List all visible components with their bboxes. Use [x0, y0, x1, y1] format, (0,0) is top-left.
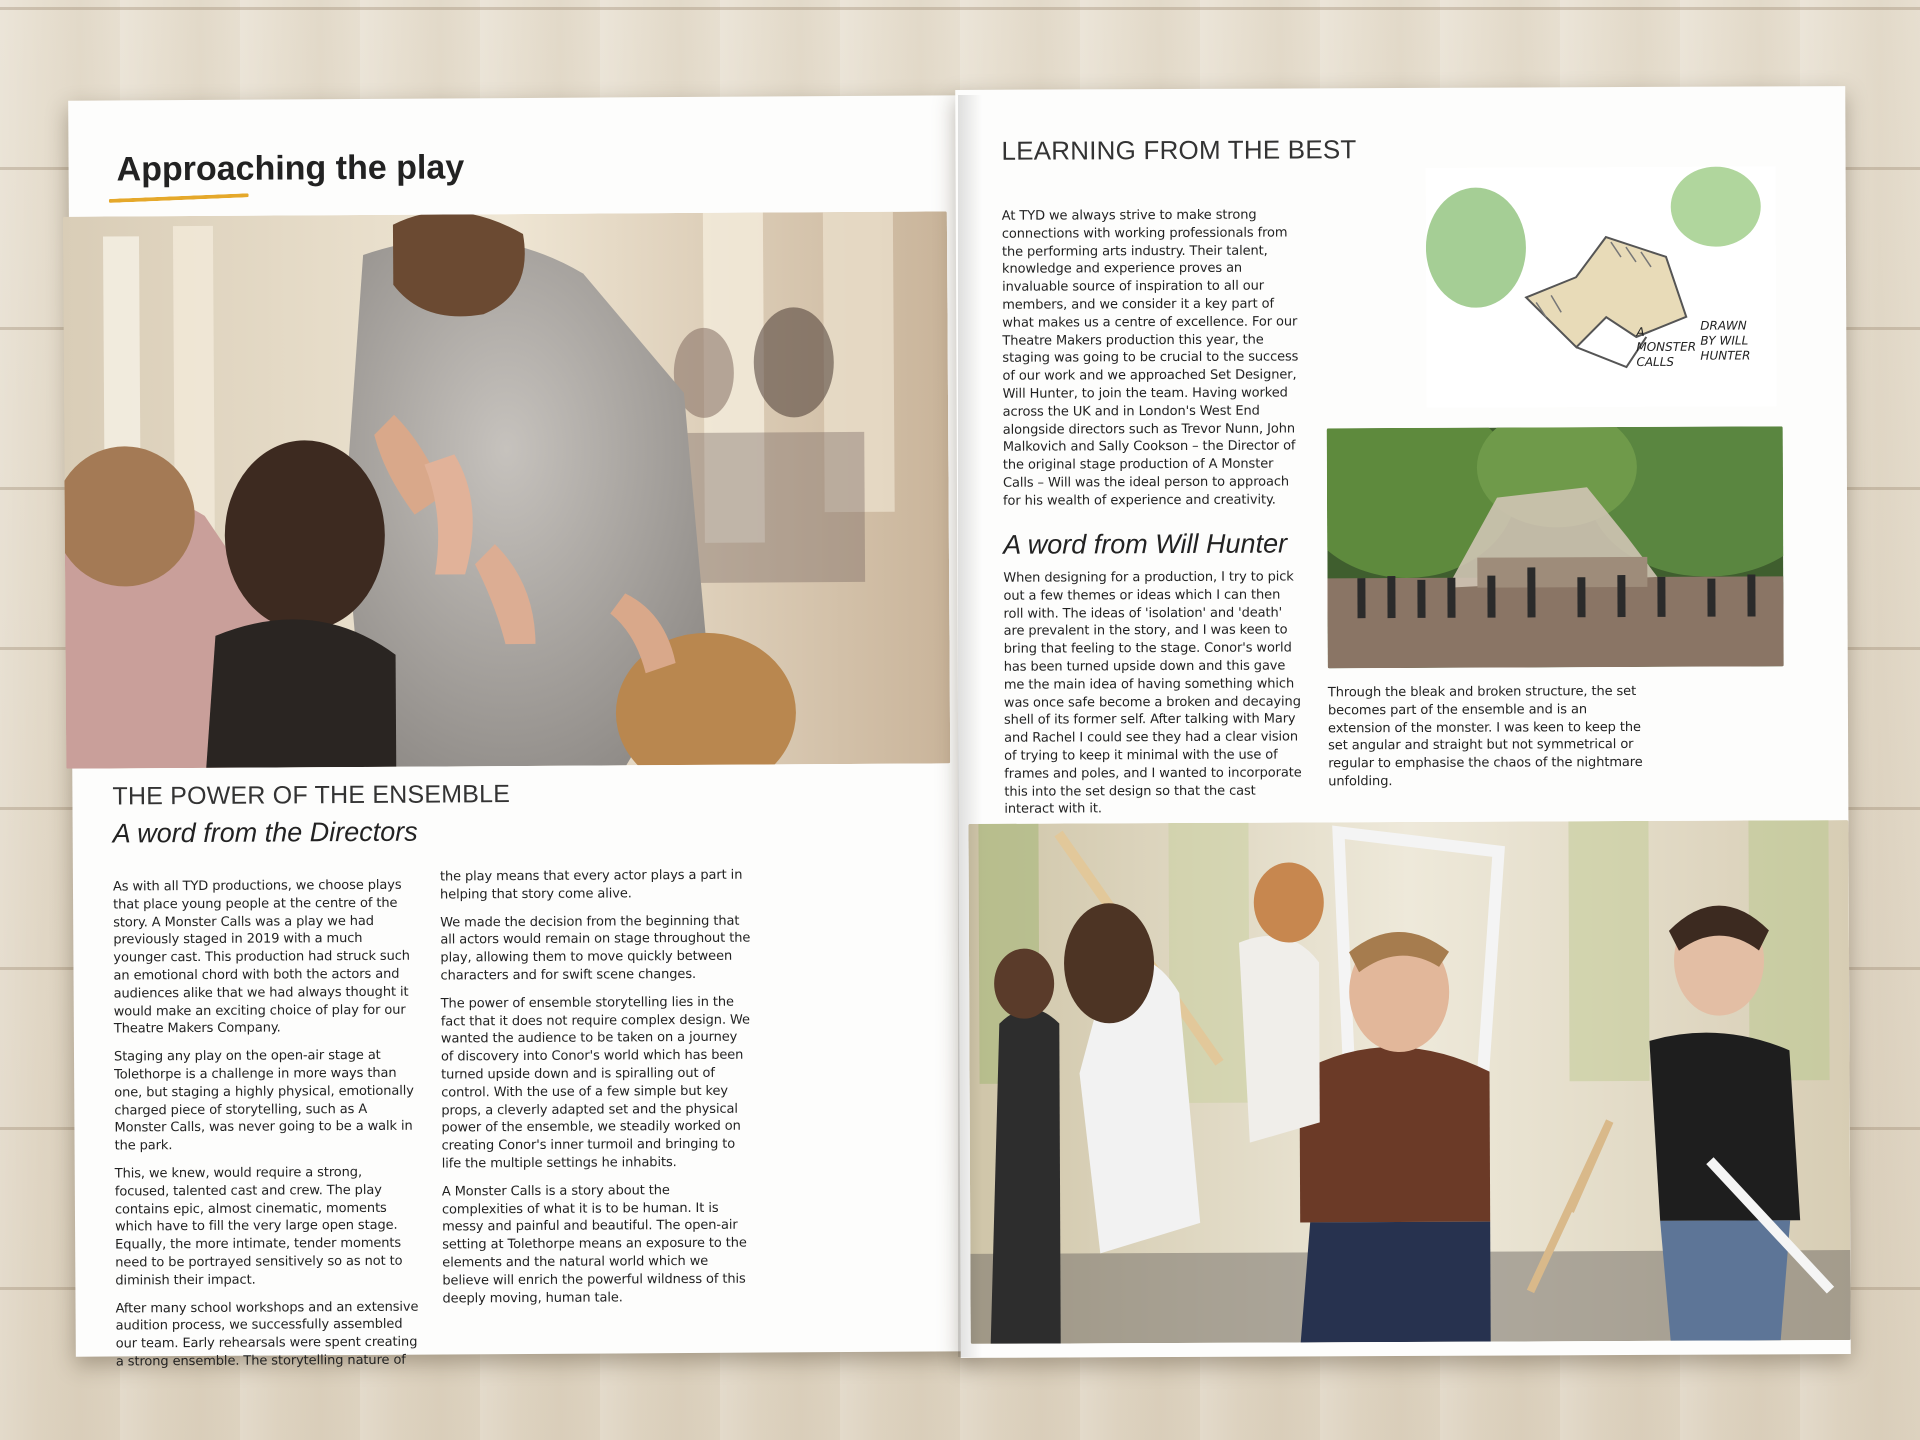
paragraph: The power of ensemble storytelling lies in the fact that it does not require complex design. We wanted the audience to be taken on a journey of discovery into Conor's world which has been turned upside down and is spiralling out of control. With the use of a few simple but key props, a cleverly adapted set and the physical power of the ensemble, we steadily worked on creating Conor's inner turmoil and bringing to life the multiple settings he inhabits. — [440, 994, 750, 1172]
page-title: Approaching the play — [116, 148, 465, 189]
paragraph: the play means that every actor plays a part in helping that story come alive. — [439, 867, 743, 903]
directors-column-1 — [113, 877, 421, 1382]
paragraph: We made the decision from the beginning that all actors would remain on stage throughout the play, allowing them to move quickly between characters and for swift scene changes. — [440, 913, 751, 984]
intro-paragraph: At TYD we always strive to make strong connections with working professionals from the performing arts industry. Their talent, knowledge and experience proves an invaluable source of inspiration to all our members, and we consider it a key part of what makes us a centre of excellence. For our Theatre Makers production this year, the staging was going to be crucial to the success of our work and we approached Set Designer, Will Hunter, to join the team. Having worked across the UK and in London's West End alongside directors such as Trevor Nunn, John Malkovich and Sally Cookson – the Director of the original stage production of A Monster Calls – Will was the ideal person to approach for his wealth of experience and creativity. — [1001, 207, 1299, 509]
paragraph: After many school workshops and an extensive audition process, we successfully assembled our team. Early rehearsals were spent creating a strong ensemble. The storytelling nature of — [115, 1299, 419, 1370]
will-paragraph-1: When designing for a production, I try to pick out a few themes or ideas which I can then roll with. The ideas of 'isolation' and 'death' are prevalent in the story, and I was keen to bring that feeling to the stage. Conor's world has been turned upside down and this gave me the main idea of having something which was once safe become a broken and decaying shell of its former self. After talking with Mary and Rachel I could see they had a clear vision of trying to keep it minimal with the use of frames and poles, and I wanted to incorporate this into the set design so that the cast interact with it. — [1003, 569, 1302, 818]
sketch-label-credit: DRAWN BY WILL HUNTER — [1700, 318, 1751, 363]
directors-column-2 — [440, 867, 753, 1318]
section-heading-ensemble: THE POWER OF THE ENSEMBLE — [112, 780, 511, 811]
rehearsal-photo-frames — [968, 820, 1850, 1344]
sketch-label-title: A MONSTER CALLS — [1636, 324, 1697, 369]
paragraph: A Monster Calls is a story about the complexities of what it is to be human. It is messy and painful and beautiful. The open-air setting at Tolethorpe means an exposure to the elements and the natural world which we believe will enrich the powerful wildness of this deeply moving, human tale. — [441, 1182, 747, 1307]
section-heading-learning: LEARNING FROM THE BEST — [1001, 134, 1357, 166]
paragraph: As with all TYD productions, we choose plays that place young people at the centre of the story. A Monster Calls was a play we had previously staged in 2019 with a much younger cast. This production had struck such an emotional chord with both the actors and audiences alike that we had always thought it would make an exciting choice of play for our Theatre Makers Company. — [112, 877, 410, 1037]
set-sketch — [1426, 166, 1777, 408]
paragraph: Staging any play on the open-air stage at Tolethorpe is a challenge in more ways than one, but staging a highly physical, emotionally charged piece of storytelling, such as A Monster Calls, was never going to be a walk in the park. — [113, 1048, 414, 1154]
will-paragraph-2: Through the bleak and broken structure, the set becomes part of the ensemble and is an extension of the monster. I was keen to keep the set angular and straight but not symmetrical or regular to emphasise the chaos of the nightmare unfolding. — [1327, 683, 1643, 790]
paragraph: This, we knew, would require a strong, focused, talented cast and crew. The play contains epic, almost cinematic, moments which have to fill the very large open stage. Equally, the more intimate, tender moments need to be portrayed sensitively so as not to diminish their impact. — [114, 1164, 403, 1289]
rehearsal-photo-ensemble — [63, 211, 950, 768]
right-page — [955, 86, 1851, 1358]
sub-heading-directors: A word from the Directors — [112, 816, 418, 849]
title-underline — [109, 193, 249, 203]
stage-photo — [1327, 426, 1784, 668]
sub-heading-will: A word from Will Hunter — [1003, 528, 1288, 560]
left-page — [68, 95, 976, 1370]
